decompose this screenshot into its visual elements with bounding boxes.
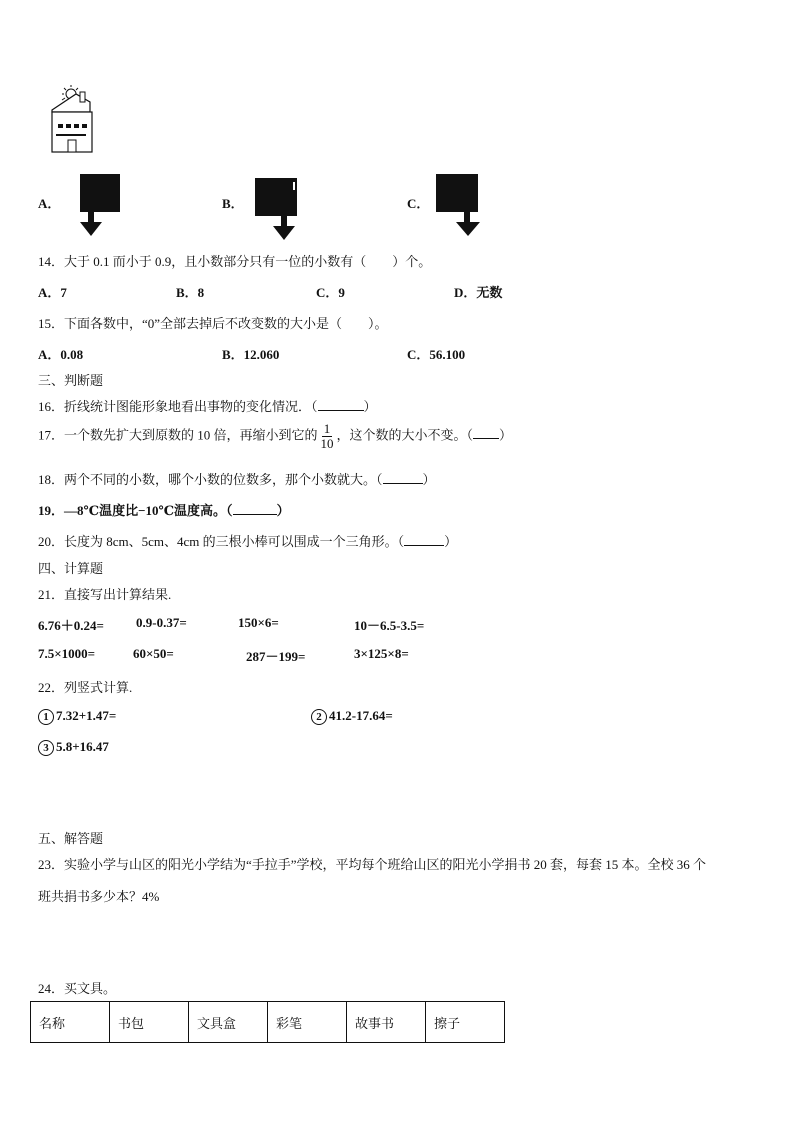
q16-text: 16．折线统计图能形象地看出事物的变化情况．（ [38, 399, 318, 414]
q18 [38, 469, 436, 488]
q13-option-c-label: C． [407, 196, 430, 211]
q22-item2-text: 41.2-17.64= [329, 708, 393, 723]
q17-denominator: 10 [320, 436, 334, 451]
section-3-heading: 三、判断题 [38, 373, 104, 388]
q22-item2 [311, 708, 393, 725]
q20-answer-blank[interactable] [404, 533, 444, 546]
q13-option-a-figure [76, 174, 122, 238]
q17 [38, 422, 512, 451]
section-5-heading: 五、解答题 [38, 831, 104, 846]
q14-option-a: A．7 [38, 285, 67, 300]
table-cell: 彩笔 [268, 1002, 347, 1043]
q14-option-c: C．9 [316, 285, 345, 300]
q21-row1-item1: 6.76＋0.24= [38, 618, 104, 633]
q15-stem: 15．下面各数中，“0”全部去掉后不改变数的大小是（ ）。 [38, 316, 388, 331]
q22-item1-number: 1 [38, 709, 54, 725]
q21-row2-item3: 287－199= [246, 649, 306, 664]
table-cell: 故事书 [347, 1002, 426, 1043]
q16-close: ） [363, 399, 377, 414]
table-cell: 名称 [31, 1002, 110, 1043]
q21-row1-item4: 10－6.5-3.5= [354, 618, 425, 633]
section-4-heading: 四、计算题 [38, 561, 104, 576]
q21-stem: 21．直接写出计算结果. [38, 587, 172, 602]
q14-option-b: B．8 [176, 285, 205, 300]
table-cell: 文具盒 [189, 1002, 268, 1043]
q23-line2: 班共捐书多少本？4% [38, 889, 160, 904]
q14-option-d: D．无数 [454, 285, 503, 300]
q23-line1: 23．实验小学与山区的阳光小学结为“手拉手”学校，平均每个班给山区的阳光小学捐书 20 套，每套 15 本。全校 36 个 [38, 857, 707, 872]
q16 [38, 396, 377, 415]
q17-fraction [321, 422, 334, 451]
table-cell: 擦子 [426, 1002, 505, 1043]
q13-option-c-figure [434, 174, 484, 238]
table-cell: 书包 [110, 1002, 189, 1043]
q17-pre: 17．一个数先扩大到原数的 10 倍，再缩小到它的 [38, 427, 318, 443]
q18-answer-blank[interactable] [383, 471, 423, 484]
q15-option-c: C．56.100 [407, 347, 466, 362]
q22-item1 [38, 708, 116, 725]
q17-post: ，这个数的大小不变。（ [336, 427, 474, 443]
q18-close: ） [422, 472, 436, 487]
table-row [31, 1002, 505, 1043]
q19-close: ） [276, 503, 290, 518]
q22-item3 [38, 739, 109, 756]
q19-text: 19．—8℃温度比−10℃温度高。（ [38, 503, 233, 518]
q22-item3-number: 3 [38, 740, 54, 756]
q20-close: ） [444, 534, 458, 549]
q17-numerator: 1 [323, 421, 331, 436]
q13-option-b-label: B． [222, 196, 244, 211]
q13-option-b-figure [253, 178, 303, 242]
q22-stem: 22．列竖式计算. [38, 680, 133, 695]
q16-answer-blank[interactable] [318, 398, 364, 411]
q15-option-a: A．0.08 [38, 347, 84, 362]
q22-item2-number: 2 [311, 709, 327, 725]
q19-answer-blank[interactable] [233, 502, 277, 515]
q21-row1-item2: 0.9-0.37= [136, 615, 187, 630]
q17-close: ） [499, 427, 513, 443]
q20 [38, 531, 457, 550]
q13-option-a-label: A． [38, 196, 61, 211]
q17-answer-blank[interactable] [473, 426, 499, 439]
q22-item3-text: 5.8+16.47 [56, 739, 109, 754]
q21-row2-item1: 7.5×1000= [38, 646, 96, 661]
building-figure [46, 84, 96, 154]
q19 [38, 500, 290, 519]
stationery-table [30, 1001, 505, 1043]
q22-item1-text: 7.32+1.47= [56, 708, 117, 723]
q21-row2-item2: 60×50= [133, 646, 174, 661]
q21-row1-item3: 150×6= [238, 615, 279, 630]
q15-option-b: B．12.060 [222, 347, 280, 362]
q20-text: 20．长度为 8cm、5cm、4cm 的三根小棒可以围成一个三角形。（ [38, 534, 405, 549]
q24-stem: 24．买文具。 [38, 981, 117, 996]
q14-stem: 14．大于 0.1 而小于 0.9，且小数部分只有一位的小数有（ ）个。 [38, 254, 432, 269]
q21-row2-item4: 3×125×8= [354, 646, 409, 661]
q18-text: 18．两个不同的小数，哪个小数的位数多，那个小数就大。（ [38, 472, 383, 487]
